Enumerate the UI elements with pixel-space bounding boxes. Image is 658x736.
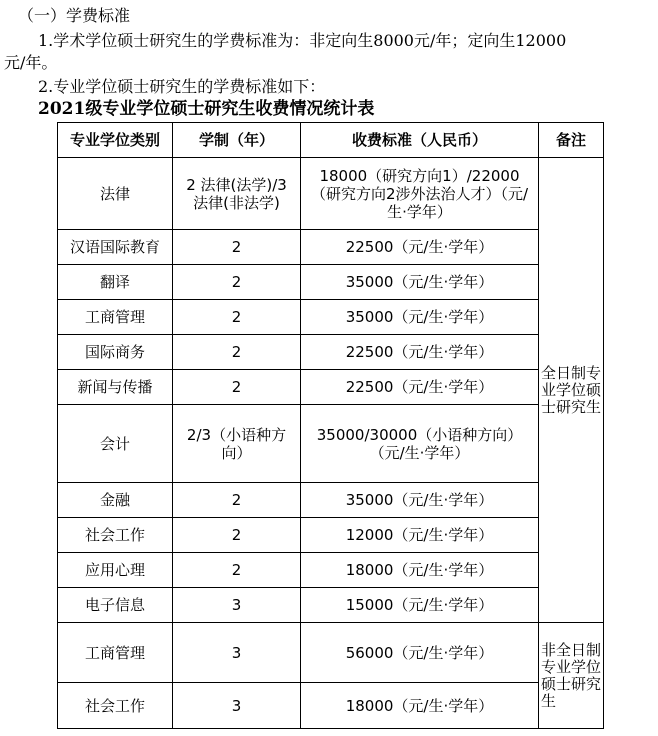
professional-fee-intro: 2.专业学位硕士研究生的学费标准如下： <box>38 77 326 96</box>
duration-cell: 2 <box>173 553 301 588</box>
fee-cell: 56000（元/生·学年） <box>301 623 539 683</box>
category-cell: 社会工作 <box>58 683 173 729</box>
category-cell: 国际商务 <box>58 335 173 370</box>
fee-cell: 18000（元/生·学年） <box>301 553 539 588</box>
table-row <box>58 518 604 553</box>
category-cell: 电子信息 <box>58 588 173 623</box>
table-row <box>58 230 604 265</box>
duration-cell: 2 <box>173 230 301 265</box>
fee-cell: 12000（元/生·学年） <box>301 518 539 553</box>
category-cell: 工商管理 <box>58 623 173 683</box>
table-row <box>58 483 604 518</box>
fee-cell: 18000（元/生·学年） <box>301 683 539 729</box>
academic-fee-text: 1.学术学位硕士研究生的学费标准为：非定向生8000元/年；定向生12000 <box>38 31 567 50</box>
duration-cell: 2 <box>173 370 301 405</box>
duration-cell: 2 法律(法学)/3 法律(非法学) <box>173 158 301 230</box>
note-part-time: 非全日制专业学位硕士研究生 <box>539 623 604 729</box>
header-duration: 学制（年） <box>173 123 301 158</box>
table-row <box>58 335 604 370</box>
duration-cell: 2 <box>173 265 301 300</box>
fee-cell: 35000/30000（小语种方向）（元/生·学年） <box>301 405 539 483</box>
fee-cell: 18000（研究方向1）/22000（研究方向2涉外法治人才）（元/生·学年） <box>301 158 539 230</box>
table-title: 2021级专业学位硕士研究生收费情况统计表 <box>38 99 375 119</box>
category-cell: 法律 <box>58 158 173 230</box>
duration-cell: 2 <box>173 518 301 553</box>
category-cell: 汉语国际教育 <box>58 230 173 265</box>
duration-cell: 3 <box>173 588 301 623</box>
duration-cell: 3 <box>173 623 301 683</box>
fee-table <box>57 122 604 729</box>
category-cell: 社会工作 <box>58 518 173 553</box>
academic-fee-text-cont: 元/年。 <box>4 53 58 72</box>
table-row <box>58 623 604 683</box>
duration-cell: 2 <box>173 300 301 335</box>
category-cell: 翻译 <box>58 265 173 300</box>
table-row <box>58 300 604 335</box>
table-row <box>58 553 604 588</box>
fee-cell: 22500（元/生·学年） <box>301 370 539 405</box>
fee-cell: 35000（元/生·学年） <box>301 300 539 335</box>
table-header-row <box>58 123 604 158</box>
duration-cell: 2 <box>173 335 301 370</box>
category-cell: 新闻与传播 <box>58 370 173 405</box>
fee-cell: 22500（元/生·学年） <box>301 335 539 370</box>
category-cell: 应用心理 <box>58 553 173 588</box>
header-note: 备注 <box>539 123 604 158</box>
note-full-time: 全日制专业学位硕士研究生 <box>539 158 604 623</box>
category-cell: 金融 <box>58 483 173 518</box>
category-cell: 工商管理 <box>58 300 173 335</box>
fee-cell: 35000（元/生·学年） <box>301 483 539 518</box>
table-row <box>58 158 604 230</box>
duration-cell: 3 <box>173 683 301 729</box>
header-category: 专业学位类别 <box>58 123 173 158</box>
fee-cell: 22500（元/生·学年） <box>301 230 539 265</box>
table-row <box>58 588 604 623</box>
fee-cell: 35000（元/生·学年） <box>301 265 539 300</box>
section-heading: （一）学费标准 <box>18 6 131 25</box>
table-row <box>58 683 604 729</box>
duration-cell: 2 <box>173 483 301 518</box>
table-row <box>58 265 604 300</box>
category-cell: 会计 <box>58 405 173 483</box>
table-row <box>58 370 604 405</box>
fee-cell: 15000（元/生·学年） <box>301 588 539 623</box>
table-row <box>58 405 604 483</box>
header-fee: 收费标准（人民币） <box>301 123 539 158</box>
duration-cell: 2/3（小语种方向） <box>173 405 301 483</box>
